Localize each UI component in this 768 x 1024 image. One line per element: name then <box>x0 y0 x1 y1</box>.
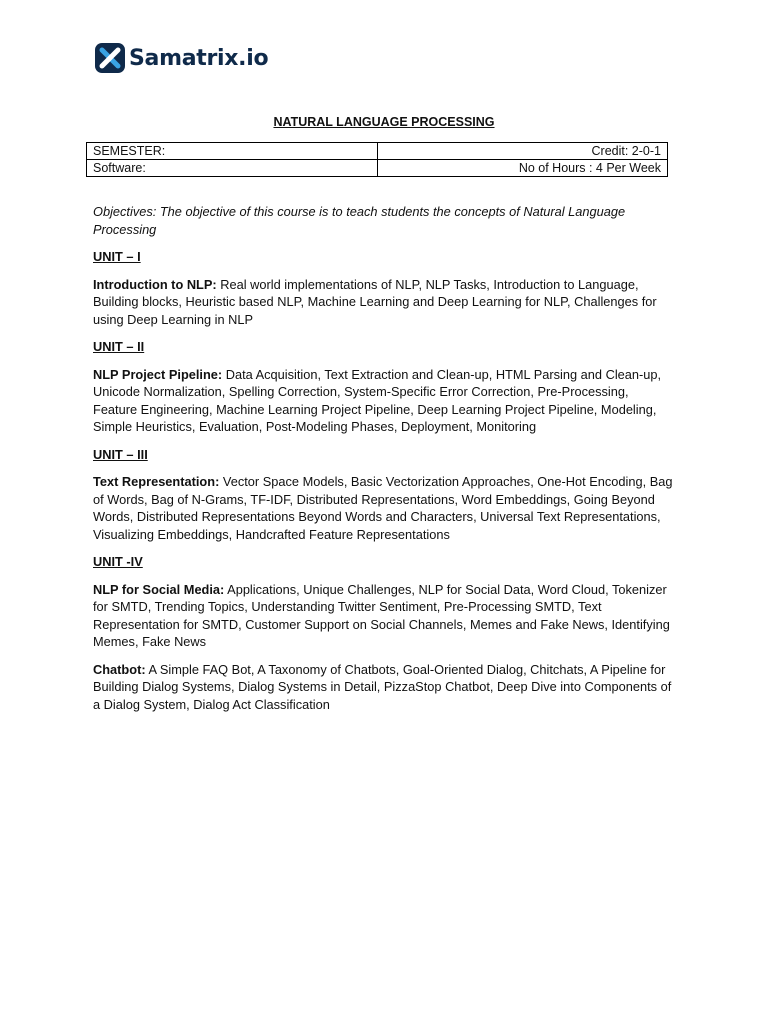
unit-heading: UNIT -IV <box>93 554 143 569</box>
unit-heading: UNIT – I <box>93 249 141 264</box>
topic-description: A Simple FAQ Bot, A Taxonomy of Chatbots, Goal-Oriented Dialog, Chitchats, A Pipeline for Building Dialog Systems, Dialog Systems in Detail, PizzaStop Chatbot, Deep Dive into Components of a Dialog System, Dialog Act Classification <box>93 661 672 712</box>
topic-paragraph <box>93 366 673 436</box>
topic-title: Introduction to NLP: <box>93 276 217 292</box>
course-info-table <box>86 142 668 177</box>
unit-heading: UNIT – III <box>93 446 148 462</box>
topic-description: Real world implementations of NLP, NLP Tasks, Introduction to Language, Building blocks, Heuristic based NLP, Machine Learning and Deep Learning for NLP, Challenges for using Deep Learning in NLP <box>93 276 657 327</box>
topic-title: NLP for Social Media: <box>93 581 225 597</box>
hours-value: No of Hours : 4 Per Week <box>378 160 668 177</box>
topic-description: Applications, Unique Challenges, NLP for Social Data, Word Cloud, Tokenizer for SMTD, Trending Topics, Understanding Twitter Sentiment, Pre-Processing SMTD, Text Representation for SMTD, Customer Support on Social Channels, Memes and Fake News, Identifying Memes, Fake News <box>93 581 670 649</box>
topic-paragraph <box>93 276 673 329</box>
topic-paragraph <box>93 661 673 714</box>
brand-logo <box>94 42 268 74</box>
unit-heading: UNIT – II <box>93 339 145 354</box>
topic-title: NLP Project Pipeline: <box>93 366 223 382</box>
topic-description: Data Acquisition, Text Extraction and Clean-up, HTML Parsing and Clean-up, Unicode Normalization, Spelling Correction, System-Specific Error Correction, Pre-Processing, Feature Engineering, Machine Learning Project Pipeline, Deep Learning Project Pipeline, Modeling, Simple Heuristics, Evaluation, Post-Modeling Phases, Deployment, Monitoring <box>93 366 662 434</box>
semester-label: SEMESTER: <box>87 143 378 160</box>
objectives-text: Objectives: The objective of this course is to teach students the concepts of Natural Language Processing <box>93 204 626 237</box>
topic-paragraph <box>93 581 673 651</box>
topic-title: Text Representation: <box>93 474 220 489</box>
x-logo-icon <box>94 42 126 74</box>
topic-paragraph <box>93 473 673 543</box>
topic-description: Vector Space Models, Basic Vectorization Approaches, One-Hot Encoding, Bag of Words, Bag of N-Grams, TF-IDF, Distributed Representations, Word Embeddings, Going Beyond Words, Distributed Representations Beyond Words and Characters, Universal Text Representations, Visualizing Embeddings, Handcrafted Feature Representations <box>93 474 673 542</box>
topic-title: Chatbot: <box>93 661 146 677</box>
document-title: NATURAL LANGUAGE PROCESSING <box>273 115 495 129</box>
brand-name: Samatrix.io <box>129 45 269 71</box>
table-row <box>87 160 668 177</box>
credit-value: Credit: 2-0-1 <box>378 143 668 160</box>
software-label: Software: <box>87 160 378 177</box>
table-row <box>87 143 668 160</box>
syllabus-content <box>93 203 673 723</box>
